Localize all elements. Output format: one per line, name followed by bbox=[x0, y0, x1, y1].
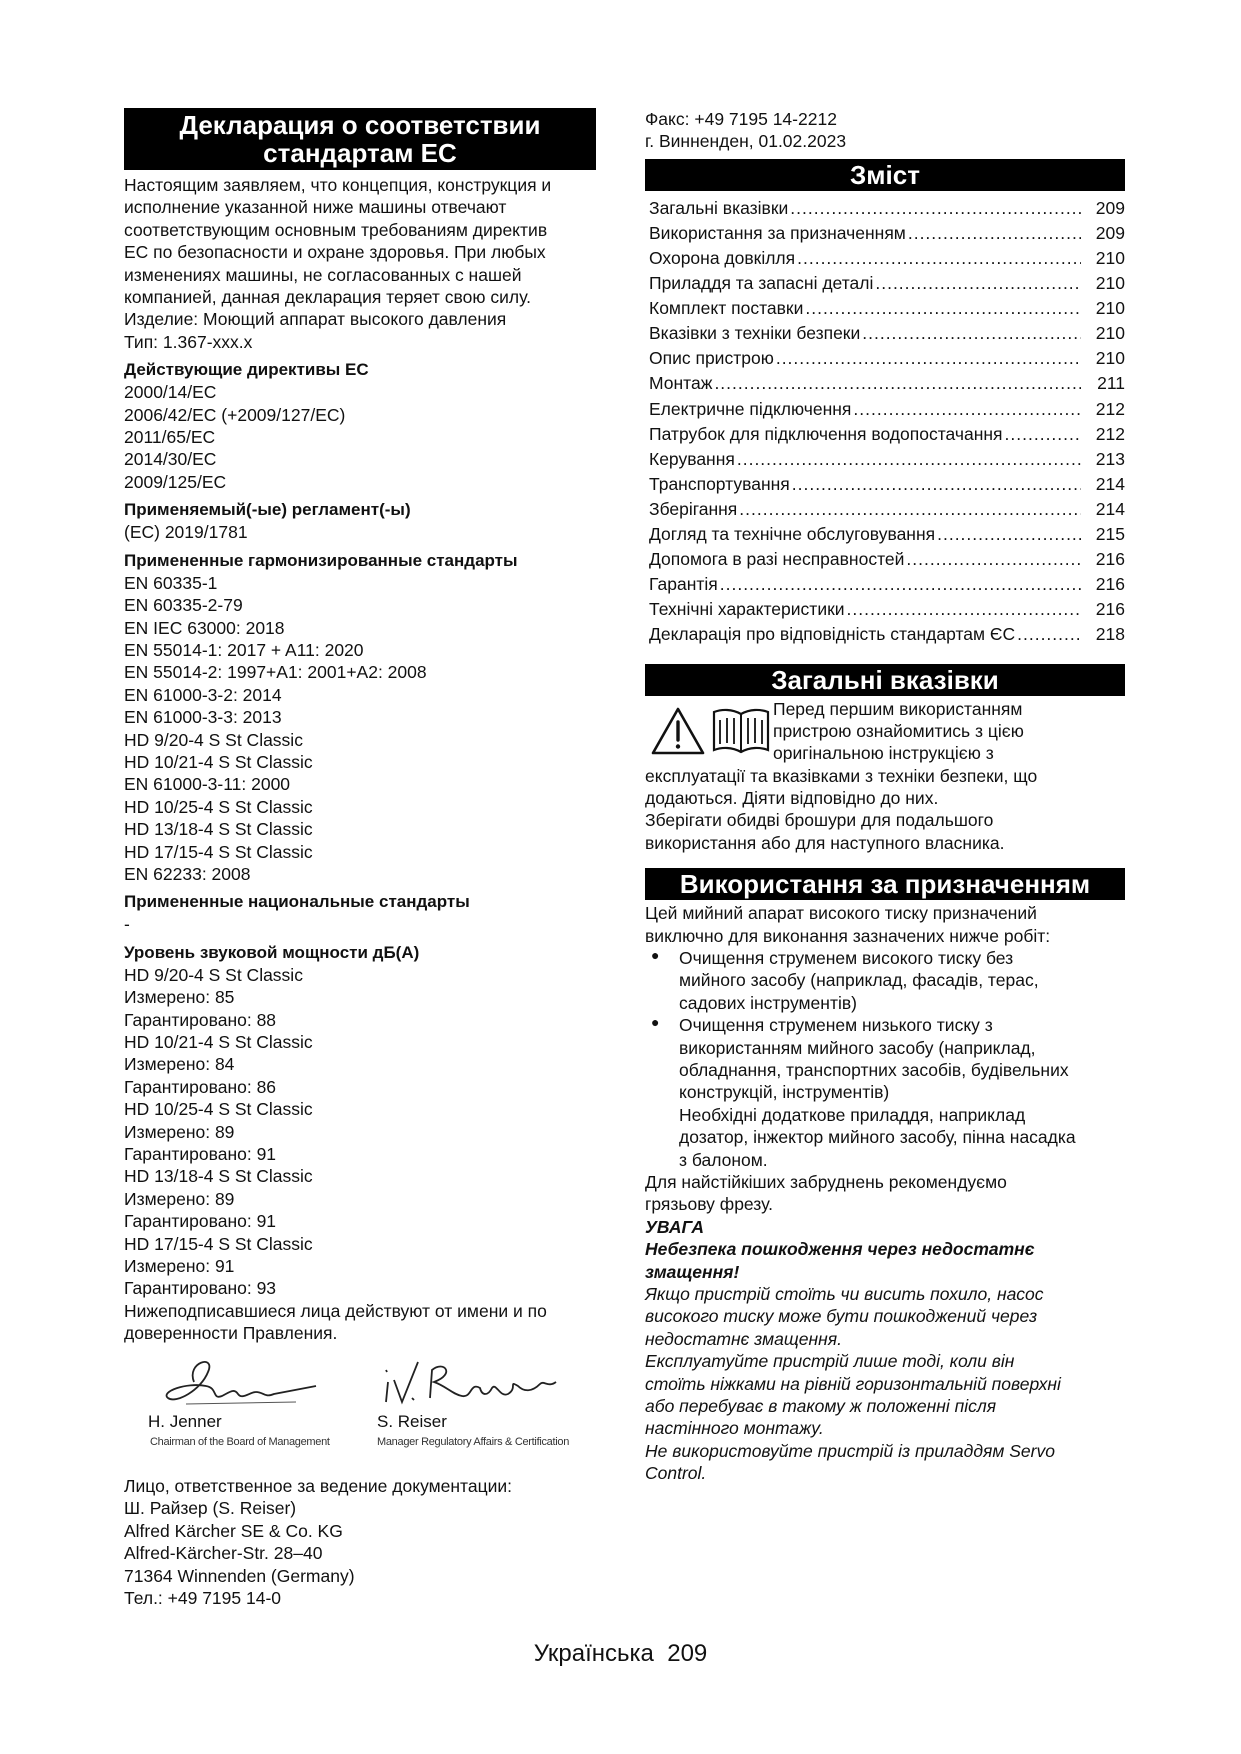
standard-item: EN 61000-3-2: 2014 bbox=[124, 684, 282, 705]
toc-item-page: 211 bbox=[1097, 373, 1125, 394]
toc-leader bbox=[906, 547, 1081, 572]
warning-text: Експлуатуйте пристрій лише тоді, коли він bbox=[645, 1351, 1015, 1372]
toc-item-title: Патрубок для підключення водопостачання bbox=[649, 423, 1003, 444]
sound-heading: Уровень звуковой мощности дБ(А) bbox=[124, 942, 420, 962]
toc-item-page: 210 bbox=[1095, 298, 1125, 319]
text-line: ЕС по безопасности и охране здоровья. При любых bbox=[124, 242, 546, 263]
sound-list bbox=[124, 964, 596, 1300]
doc-responsible-line: Лицо, ответственное за ведение документации: bbox=[124, 1476, 513, 1496]
standard-item: EN 61000-3-11: 2000 bbox=[124, 774, 291, 795]
regulation-heading: Применяемый(-ые) регламент(-ы) bbox=[124, 500, 411, 520]
text-line: використанням мийного засобу (наприклад, bbox=[679, 1037, 1036, 1058]
usage-bullet-high-pressure bbox=[645, 947, 1125, 1014]
warning-text: недостатнє змащення. bbox=[645, 1328, 842, 1349]
toc-leader bbox=[937, 522, 1081, 547]
toc-item-page: 210 bbox=[1095, 273, 1125, 294]
text-line: використання або для наступного власника. bbox=[645, 832, 1005, 853]
standard-item: HD 10/25-4 S St Classic bbox=[124, 796, 313, 817]
text-line: Очищення струменем низького тиску з bbox=[679, 1015, 993, 1036]
toc-item-page: 218 bbox=[1095, 624, 1125, 645]
standard-item: EN 55014-2: 1997+A1: 2001+A2: 2008 bbox=[124, 662, 427, 683]
toc-item-title: Декларація про відповідність стандартам ЄС bbox=[649, 624, 1016, 645]
sound-item: Измерено: 89 bbox=[124, 1121, 235, 1142]
toc-item-title: Технічні характеристики bbox=[649, 599, 845, 620]
text-line: Необхідні додаткове приладдя, наприклад bbox=[679, 1104, 1026, 1125]
text-line: мийного засобу (наприклад, фасадів, терас, bbox=[679, 970, 1039, 991]
toc-leader bbox=[908, 221, 1081, 246]
standard-item: EN 55014-1: 2017 + A11: 2020 bbox=[124, 639, 364, 660]
toc-item-page: 210 bbox=[1095, 248, 1125, 268]
warning-text: або перебуває в такому ж положенні після bbox=[645, 1396, 997, 1417]
text-line: изменениях машины, не согласованных с нашей bbox=[124, 264, 522, 285]
toc-leader bbox=[1017, 622, 1081, 647]
toc-leader bbox=[714, 371, 1081, 396]
toc-item[interactable] bbox=[645, 321, 1125, 346]
warning-triangle-icon bbox=[650, 706, 706, 756]
warning-title: змащення! bbox=[645, 1261, 740, 1282]
bullet-icon: ● bbox=[651, 1014, 660, 1031]
doc-responsible-line: Alfred-Kärcher-Str. 28–40 bbox=[124, 1543, 323, 1564]
warning-label: УВАГА bbox=[645, 1216, 704, 1237]
page-footer bbox=[0, 1640, 1241, 1668]
doc-responsible-line: Тел.: +49 7195 14-0 bbox=[124, 1588, 282, 1609]
bullet-icon: ● bbox=[651, 946, 660, 963]
sound-item: Гарантировано: 93 bbox=[124, 1278, 277, 1299]
declaration-column bbox=[124, 108, 596, 1345]
warning-title: Небезпека пошкодження через недостатнє bbox=[645, 1239, 1035, 1260]
standard-item: HD 10/21-4 S St Classic bbox=[124, 751, 313, 772]
text-line: Очищення струменем високого тиску без bbox=[679, 947, 1014, 968]
warning-text: настінного монтажу. bbox=[645, 1418, 824, 1439]
toc-leader bbox=[720, 572, 1081, 597]
directive-item: 2011/65/EC bbox=[124, 427, 216, 448]
toc-leader bbox=[776, 346, 1081, 371]
text-line: Зберігати обидві брошури для подальшого bbox=[645, 810, 994, 831]
type-line: Тип: 1.367-xxx.x bbox=[124, 331, 253, 352]
declaration-intro bbox=[124, 174, 596, 353]
signer-name-jenner: H. Jenner bbox=[148, 1412, 222, 1431]
sound-item: HD 13/18-4 S St Classic bbox=[124, 1166, 313, 1187]
toc-item-page: 209 bbox=[1095, 197, 1125, 218]
standard-item: EN 60335-2-79 bbox=[124, 595, 243, 616]
toc-leader bbox=[875, 271, 1081, 296]
standard-item: EN IEC 63000: 2018 bbox=[124, 617, 285, 638]
usage-title: Використання за призначенням bbox=[645, 868, 1125, 900]
toc-leader bbox=[1005, 422, 1081, 447]
toc-leader bbox=[847, 597, 1081, 622]
toc-item-title: Електричне підключення bbox=[649, 398, 852, 419]
toc-list bbox=[645, 196, 1125, 648]
toc-item[interactable] bbox=[645, 472, 1125, 497]
warning-text: Якщо пристрій стоїть чи висить похило, насос bbox=[645, 1284, 1044, 1305]
toc-leader bbox=[790, 196, 1081, 221]
sound-item: Измерено: 91 bbox=[124, 1256, 235, 1277]
warning-text: Control. bbox=[645, 1463, 707, 1484]
signature-jenner bbox=[146, 1352, 346, 1414]
signatories-note: доверенности Правления. bbox=[124, 1323, 338, 1344]
toc-item[interactable] bbox=[645, 346, 1125, 371]
toc-item-title: Приладдя та запасні деталі bbox=[649, 273, 874, 294]
toc-item-page: 214 bbox=[1095, 498, 1125, 519]
doc-responsible-line: Alfred Kärcher SE & Co. KG bbox=[124, 1520, 343, 1541]
toc-item-page: 213 bbox=[1095, 448, 1125, 469]
directive-item: 2006/42/EC (+2009/127/EC) bbox=[124, 404, 346, 425]
doc-responsible-line: Ш. Райзер (S. Reiser) bbox=[124, 1498, 297, 1519]
toc-item-title: Догляд та технічне обслуговування bbox=[649, 524, 936, 545]
toc-item-title: Використання за призначенням bbox=[649, 222, 906, 243]
footer-language: Українська bbox=[533, 1640, 654, 1667]
usage-section bbox=[645, 902, 1125, 1485]
text-line: конструкцій, інструментів) bbox=[679, 1082, 890, 1103]
toc-leader bbox=[792, 472, 1081, 497]
toc-item-title: Опис пристрою bbox=[649, 348, 774, 369]
general-title: Загальні вказівки bbox=[645, 664, 1125, 696]
sound-item: Измерено: 85 bbox=[124, 987, 235, 1008]
national-heading: Примененные национальные стандарты bbox=[124, 892, 470, 912]
warning-text: високого тиску може бути пошкоджений через bbox=[645, 1306, 1038, 1327]
date-line: г. Винненден, 01.02.2023 bbox=[645, 131, 847, 152]
toc-item-page: 216 bbox=[1095, 574, 1125, 595]
sound-item: HD 9/20-4 S St Classic bbox=[124, 964, 303, 985]
harmonized-heading: Примененные гармонизированные стандарты bbox=[124, 550, 518, 570]
directive-item: 2009/125/EC bbox=[124, 471, 227, 492]
national-item: - bbox=[124, 914, 130, 935]
text-line: Настоящим заявляем, что концепция, конструкция и bbox=[124, 175, 552, 195]
toc-item-page: 216 bbox=[1095, 549, 1125, 570]
sound-item: HD 10/25-4 S St Classic bbox=[124, 1099, 313, 1120]
sound-item: Гарантировано: 91 bbox=[124, 1211, 277, 1232]
toc-item[interactable] bbox=[645, 622, 1125, 647]
toc-item-page: 212 bbox=[1095, 423, 1125, 444]
text-line: пристрою ознайомитись з цією bbox=[773, 720, 1024, 741]
toc-item-title: Комплект поставки bbox=[649, 298, 804, 319]
toc-leader bbox=[739, 497, 1081, 522]
product-line: Изделие: Моющий аппарат высокого давления bbox=[124, 309, 507, 330]
text-line: соответствующим основным требованиям директив bbox=[124, 219, 548, 240]
text-line: Для найстійкіших забруднень рекомендуємо bbox=[645, 1172, 1007, 1192]
standard-item: HD 13/18-4 S St Classic bbox=[124, 819, 313, 840]
directive-item: 2014/30/EC bbox=[124, 449, 217, 470]
toc-leader bbox=[862, 321, 1081, 346]
text-line: компанией, данная декларация теряет свою силу. bbox=[124, 287, 531, 308]
sound-item: Измерено: 84 bbox=[124, 1054, 235, 1075]
general-icon-text bbox=[773, 698, 1024, 765]
text-line: з балоном. bbox=[679, 1149, 768, 1170]
toc-item[interactable] bbox=[645, 397, 1125, 422]
warning-text: стоїть ніжками на рівній горизонтальній поверхні bbox=[645, 1373, 1061, 1394]
toc-item-page: 210 bbox=[1095, 323, 1125, 344]
warning-text: Не використовуйте пристрій із приладдям Servo bbox=[645, 1440, 1055, 1461]
footer-page-number: 209 bbox=[667, 1640, 708, 1667]
toc-item[interactable] bbox=[645, 572, 1125, 597]
standard-item: EN 62233: 2008 bbox=[124, 863, 251, 884]
sound-item: Гарантировано: 91 bbox=[124, 1144, 277, 1165]
sound-item: Гарантировано: 88 bbox=[124, 1009, 277, 1030]
sound-item: Измерено: 89 bbox=[124, 1188, 235, 1209]
toc-item-page: 210 bbox=[1095, 348, 1125, 369]
general-icons bbox=[650, 706, 770, 758]
toc-item-page: 216 bbox=[1095, 599, 1125, 620]
sound-item: HD 10/21-4 S St Classic bbox=[124, 1032, 313, 1052]
manual-book-icon bbox=[710, 706, 772, 756]
toc-item[interactable] bbox=[645, 422, 1125, 447]
text-line: исполнение указанной ниже машины отвечают bbox=[124, 197, 507, 218]
toc-item[interactable] bbox=[645, 547, 1125, 572]
signer-role-jenner: Chairman of the Board of Management bbox=[150, 1436, 330, 1448]
toc-leader bbox=[853, 397, 1081, 422]
text-line: грязьову фрезу. bbox=[645, 1194, 773, 1215]
usage-bullet-low-pressure bbox=[645, 1014, 1125, 1171]
signer-role-reiser: Manager Regulatory Affairs & Certification bbox=[377, 1436, 570, 1448]
toc-item-title: Транспортування bbox=[649, 473, 790, 494]
text-line: виключно для виконання зазначених нижче робіт: bbox=[645, 925, 1051, 946]
standard-item: EN 61000-3-3: 2013 bbox=[124, 707, 282, 728]
text-line: обладнання, транспортних засобів, будівельних bbox=[679, 1059, 1069, 1080]
standard-item: HD 17/15-4 S St Classic bbox=[124, 841, 313, 862]
text-line: додаються. Діяти відповідно до них. bbox=[645, 787, 939, 808]
toc-item[interactable] bbox=[645, 371, 1125, 396]
toc-item-title: Вказівки з техніки безпеки bbox=[649, 323, 861, 344]
toc-item-title: Гарантія bbox=[649, 574, 718, 595]
toc-item-title: Охорона довкілля bbox=[649, 248, 796, 268]
signatories-note: Нижеподписавшиеся лица действуют от имени и по bbox=[124, 1300, 547, 1321]
fax-line: Факс: +49 7195 14-2212 bbox=[645, 109, 837, 129]
toc-item[interactable] bbox=[645, 597, 1125, 622]
toc-item-title: Керування bbox=[649, 448, 735, 469]
doc-responsible bbox=[124, 1475, 596, 1609]
toc-item[interactable] bbox=[645, 196, 1125, 221]
text-line: оригінальною інструкцією з bbox=[773, 743, 994, 764]
directives-list bbox=[124, 381, 596, 493]
toc-item[interactable] bbox=[645, 447, 1125, 472]
toc-item[interactable] bbox=[645, 497, 1125, 522]
toc-item-page: 214 bbox=[1095, 473, 1125, 494]
standard-item: EN 60335-1 bbox=[124, 572, 218, 593]
doc-responsible-line: 71364 Winnenden (Germany) bbox=[124, 1565, 355, 1586]
sound-item: Гарантировано: 86 bbox=[124, 1076, 277, 1097]
regulation-item: (EC) 2019/1781 bbox=[124, 522, 248, 543]
toc-item-title: Зберігання bbox=[649, 498, 738, 519]
signer-name-reiser: S. Reiser bbox=[377, 1412, 447, 1431]
text-line: Цей мийний апарат високого тиску призначений bbox=[645, 903, 1037, 924]
toc-leader bbox=[737, 447, 1081, 472]
ukrainian-column bbox=[645, 108, 1125, 1485]
toc-item[interactable] bbox=[645, 522, 1125, 547]
toc-item[interactable] bbox=[645, 296, 1125, 321]
text-line: Перед першим використанням bbox=[773, 698, 1023, 719]
text-line: експлуатації та вказівками з техніки безпеки, що bbox=[645, 765, 1038, 786]
standard-item: HD 9/20-4 S St Classic bbox=[124, 729, 303, 750]
toc-item-title: Загальні вказівки bbox=[649, 197, 789, 218]
declaration-title: Декларация о соответствии стандартам ЕС bbox=[124, 108, 596, 170]
directives-heading: Действующие директивы ЕС bbox=[124, 360, 369, 380]
toc-leader bbox=[797, 246, 1081, 271]
toc-item[interactable] bbox=[645, 246, 1125, 271]
toc-item-title: Монтаж bbox=[649, 373, 713, 394]
toc-item-page: 212 bbox=[1095, 398, 1125, 419]
signatures bbox=[124, 1352, 604, 1462]
text-line: садових інструментів) bbox=[679, 992, 857, 1013]
sound-item: HD 17/15-4 S St Classic bbox=[124, 1233, 313, 1254]
signature-reiser bbox=[372, 1352, 572, 1414]
toc-leader bbox=[805, 296, 1081, 321]
toc-item[interactable] bbox=[645, 271, 1125, 296]
directive-item: 2000/14/EC bbox=[124, 382, 217, 403]
text-line: дозатор, інжектор мийного засобу, пінна насадка bbox=[679, 1127, 1076, 1148]
toc-item-page: 209 bbox=[1095, 222, 1125, 243]
toc-item[interactable] bbox=[645, 221, 1125, 246]
toc-item-title: Допомога в разі несправностей bbox=[649, 549, 905, 570]
toc-item-page: 215 bbox=[1095, 524, 1125, 545]
toc-title: Зміст bbox=[645, 159, 1125, 191]
harmonized-list bbox=[124, 572, 596, 886]
